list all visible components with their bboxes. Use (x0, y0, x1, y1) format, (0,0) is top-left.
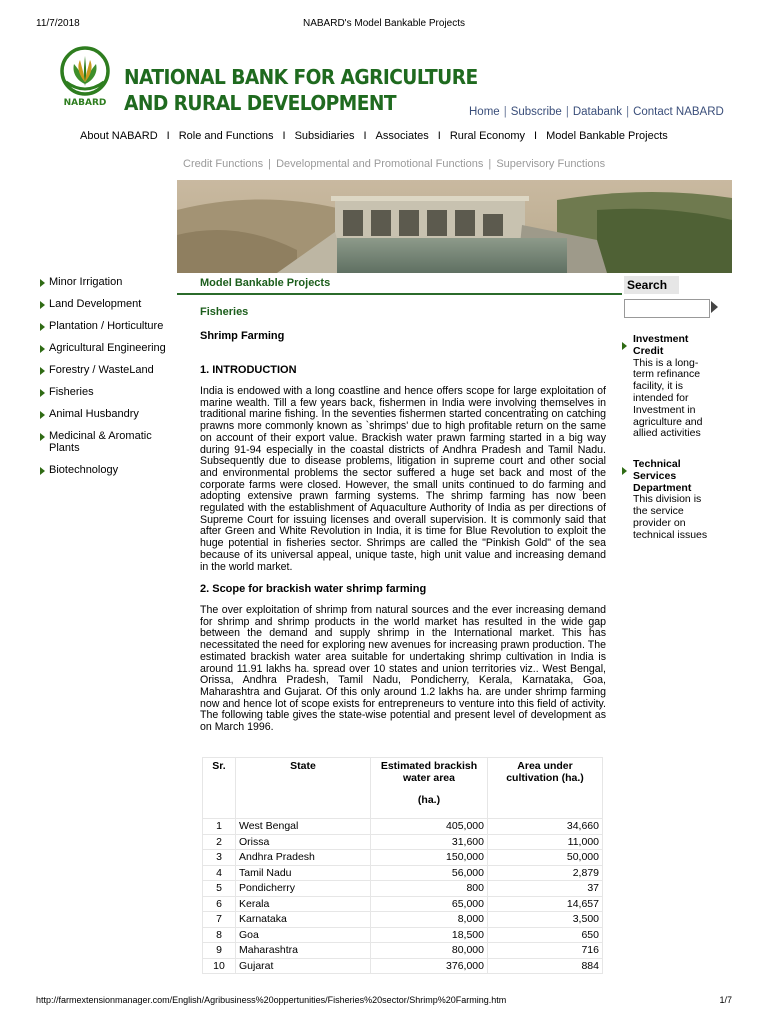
cell-cultivation: 884 (488, 958, 603, 974)
link-contact[interactable]: Contact NABARD (633, 106, 724, 118)
link-subscribe[interactable]: Subscribe (510, 106, 562, 118)
top-links (469, 106, 724, 118)
bank-name (124, 64, 478, 116)
print-date: 11/7/2018 (36, 18, 80, 29)
nav-about[interactable]: About NABARD (80, 130, 158, 142)
arrow-icon (40, 433, 45, 441)
nav-subsidiaries[interactable]: Subsidiaries (294, 130, 355, 142)
cell-sr: 10 (203, 958, 236, 974)
cell-state: West Bengal (236, 819, 371, 835)
table-row (203, 958, 603, 974)
cell-area: 56,000 (371, 865, 488, 881)
left-item-medicinal[interactable] (40, 430, 161, 464)
cell-cultivation: 3,500 (488, 912, 603, 928)
arrow-icon (40, 279, 45, 287)
table-header-row (203, 758, 603, 819)
link-home[interactable]: Home (469, 106, 500, 118)
col-header-sr: Sr. (203, 758, 236, 819)
cell-state: Tamil Nadu (236, 865, 371, 881)
main-nav (80, 130, 668, 142)
cell-area: 31,600 (371, 834, 488, 850)
nav-role[interactable]: Role and Functions (178, 130, 274, 142)
arrow-icon (40, 389, 45, 397)
top-link-separator: | (565, 106, 569, 118)
left-item-plantation[interactable] (40, 320, 170, 342)
section-title: Model Bankable Projects (200, 277, 331, 289)
cell-state: Goa (236, 927, 371, 943)
cell-area: 405,000 (371, 819, 488, 835)
nav-separator: I (166, 130, 170, 142)
left-item-label: Plantation / Horticulture (49, 320, 164, 332)
technical-services-block[interactable] (622, 459, 712, 542)
cell-cultivation: 11,000 (488, 834, 603, 850)
logo-text: NABARD (63, 98, 107, 108)
search-input[interactable] (624, 299, 710, 318)
investment-credit-block[interactable] (622, 334, 712, 440)
footer-page-number: 1/7 (719, 995, 732, 1005)
investment-credit-text: This is a long-term refinance facility, it is intended for Investment in agriculture and allied activities (633, 356, 703, 440)
paragraph-scope: The over exploitation of shrimp from natural sources and the ever increasing demand for shrimp and shrimp products in the world market has resulted in the wide gap between the demand and supply shrimp in the International market. This has necessitated the need for exploring new avenues for increasing prawn production. The estimated brackish water area suitable for undertaking shrimp cultivation in India is around 11.91 lakhs ha. spread over 10 states and union territories viz.. West Bengal, Orissa, Andhra Pradesh, Tamil Nadu, Pondicherry, Kerala, Karnataka, Goa, Maharashtra and Gujarat. Of this only around 1.2 lakhs ha. are under shrimp farming now and hence lot of scope exists for entrepreneurs to venture into this field of activity. The following table gives the state-wise potential and present level of development as on March 1996. (200, 604, 606, 734)
arrow-icon (40, 323, 45, 331)
bank-name-line1: NATIONAL BANK FOR AGRICULTURE (124, 65, 478, 89)
cell-sr: 3 (203, 850, 236, 866)
banner-image (177, 180, 732, 273)
cell-area: 376,000 (371, 958, 488, 974)
print-title: NABARD's Model Bankable Projects (303, 18, 465, 29)
breadcrumb[interactable]: Fisheries (200, 306, 249, 318)
cell-state: Karnataka (236, 912, 371, 928)
table-row (203, 819, 603, 835)
col-header-cultivation: Area under cultivation (ha.) (488, 758, 603, 819)
arrow-icon (622, 467, 627, 475)
cell-state: Orissa (236, 834, 371, 850)
heading-introduction: 1. INTRODUCTION (200, 364, 297, 376)
subnav-separator: | (268, 158, 272, 170)
cell-cultivation: 650 (488, 927, 603, 943)
nabard-logo[interactable] (52, 44, 118, 108)
left-item-label: Biotechnology (49, 464, 119, 476)
col-header-area-unit: (ha.) (417, 794, 441, 806)
left-item-label: Fisheries (49, 386, 94, 398)
table-row (203, 927, 603, 943)
nav-separator: I (282, 130, 286, 142)
left-item-label: Forestry / WasteLand (49, 364, 154, 376)
cell-state: Gujarat (236, 958, 371, 974)
table-row (203, 834, 603, 850)
cell-state: Maharashtra (236, 943, 371, 959)
cell-sr: 1 (203, 819, 236, 835)
cell-state: Kerala (236, 896, 371, 912)
sub-nav (183, 158, 605, 170)
nav-associates[interactable]: Associates (375, 130, 429, 142)
left-item-agri-engineering[interactable] (40, 342, 170, 364)
investment-credit-title[interactable]: Investment Credit (633, 333, 689, 357)
col-header-area-label: Estimated brackish water area (380, 760, 478, 784)
left-item-minor-irrigation[interactable] (40, 276, 170, 298)
top-link-separator: | (626, 106, 630, 118)
technical-services-title[interactable]: Technical Services Department (633, 458, 692, 494)
cell-sr: 9 (203, 943, 236, 959)
arrow-icon (40, 345, 45, 353)
left-item-animal-husbandry[interactable] (40, 408, 170, 430)
cell-sr: 4 (203, 865, 236, 881)
cell-sr: 8 (203, 927, 236, 943)
cell-cultivation: 34,660 (488, 819, 603, 835)
arrow-icon (622, 342, 627, 350)
left-item-label: Minor Irrigation (49, 276, 123, 288)
footer-url: http://farmextensionmanager.com/English/Agribusiness%20oppertunities/Fisheries%20sector/Shrimp%20Farming.htm (36, 995, 507, 1005)
cell-area: 150,000 (371, 850, 488, 866)
cell-cultivation: 50,000 (488, 850, 603, 866)
nav-separator: I (534, 130, 538, 142)
left-item-label: Land Development (49, 298, 142, 310)
cell-area: 800 (371, 881, 488, 897)
table-row (203, 865, 603, 881)
arrow-icon (40, 301, 45, 309)
arrow-icon (40, 411, 45, 419)
table-row (203, 881, 603, 897)
cell-area: 8,000 (371, 912, 488, 928)
cell-cultivation: 14,657 (488, 896, 603, 912)
subnav-supervisory[interactable]: Supervisory Functions (496, 158, 606, 170)
cell-area: 80,000 (371, 943, 488, 959)
left-item-land-development[interactable] (40, 298, 170, 320)
left-menu (40, 276, 170, 486)
cell-cultivation: 37 (488, 881, 603, 897)
col-header-state: State (236, 758, 371, 819)
nav-separator: I (363, 130, 367, 142)
heading-scope: 2. Scope for brackish water shrimp farming (200, 583, 427, 595)
section-divider (177, 293, 622, 295)
left-item-fisheries[interactable] (40, 386, 170, 408)
bank-name-line2: AND RURAL DEVELOPMENT (124, 91, 396, 115)
state-wise-table (202, 757, 603, 974)
cell-sr: 7 (203, 912, 236, 928)
cell-cultivation: 716 (488, 943, 603, 959)
cell-state: Andhra Pradesh (236, 850, 371, 866)
cell-area: 65,000 (371, 896, 488, 912)
left-item-forestry[interactable] (40, 364, 170, 386)
arrow-icon (40, 367, 45, 375)
cell-state: Pondicherry (236, 881, 371, 897)
top-link-separator: | (503, 106, 507, 118)
search-label: Search (624, 276, 679, 294)
nav-separator: I (437, 130, 441, 142)
table-row (203, 896, 603, 912)
search-go-icon[interactable] (711, 301, 718, 313)
page-title: Shrimp Farming (200, 330, 285, 342)
left-item-label: Medicinal & Aromatic Plants (49, 430, 152, 454)
cell-cultivation: 2,879 (488, 865, 603, 881)
paragraph-introduction: India is endowed with a long coastline and hence offers scope for large exploitation of marine wealth. Till a few years back, fishermen in India were involving themselves in traditional marine fishing. In the seventies fishermen started concentrating on catching prawns more commonly known as `shrimps' due to high profitable return on the same on account of their export value. Brackish water prawn farming started in a big way during 91-94 especially in the coastal districts of Andhra Pradesh and Tamil Nadu. Subsequently due to disease problems, litigation in supreme court and other social and environmental problems the sector suffered a huge set back and most of the corporate farms were closed. However, the small units continued to do farming and adopting extensive prawn farming systems. The shrimp farming has now been regulated with the establishment of Aquaculture Authority of India as per directions of Supreme Court for issuing licenses and overall supervision. It is commonly said that after Green and White Revolution in India, it is time for Blue Revolution to exploit the huge potential in fisheries sector. Shrimps are called the "Pinkish Gold" of the sea because of its universal appeal, unique taste, high unit value and increasing demand in the world market. (200, 385, 606, 573)
subnav-separator: | (488, 158, 492, 170)
cell-sr: 5 (203, 881, 236, 897)
table-row (203, 943, 603, 959)
subnav-credit[interactable]: Credit Functions (183, 158, 264, 170)
nav-rural-economy[interactable]: Rural Economy (449, 130, 526, 142)
left-item-label: Agricultural Engineering (49, 342, 166, 354)
left-item-label: Animal Husbandry (49, 408, 139, 420)
col-header-area (371, 758, 488, 819)
cell-area: 18,500 (371, 927, 488, 943)
technical-services-text: This division is the service provider on technical issues (633, 493, 708, 541)
cell-sr: 6 (203, 896, 236, 912)
subnav-developmental[interactable]: Developmental and Promotional Functions (276, 158, 484, 170)
left-item-biotechnology[interactable] (40, 464, 170, 486)
link-databank[interactable]: Databank (572, 106, 623, 118)
cell-sr: 2 (203, 834, 236, 850)
table-row (203, 850, 603, 866)
table-row (203, 912, 603, 928)
nav-model-bankable[interactable]: Model Bankable Projects (546, 130, 668, 142)
arrow-icon (40, 467, 45, 475)
